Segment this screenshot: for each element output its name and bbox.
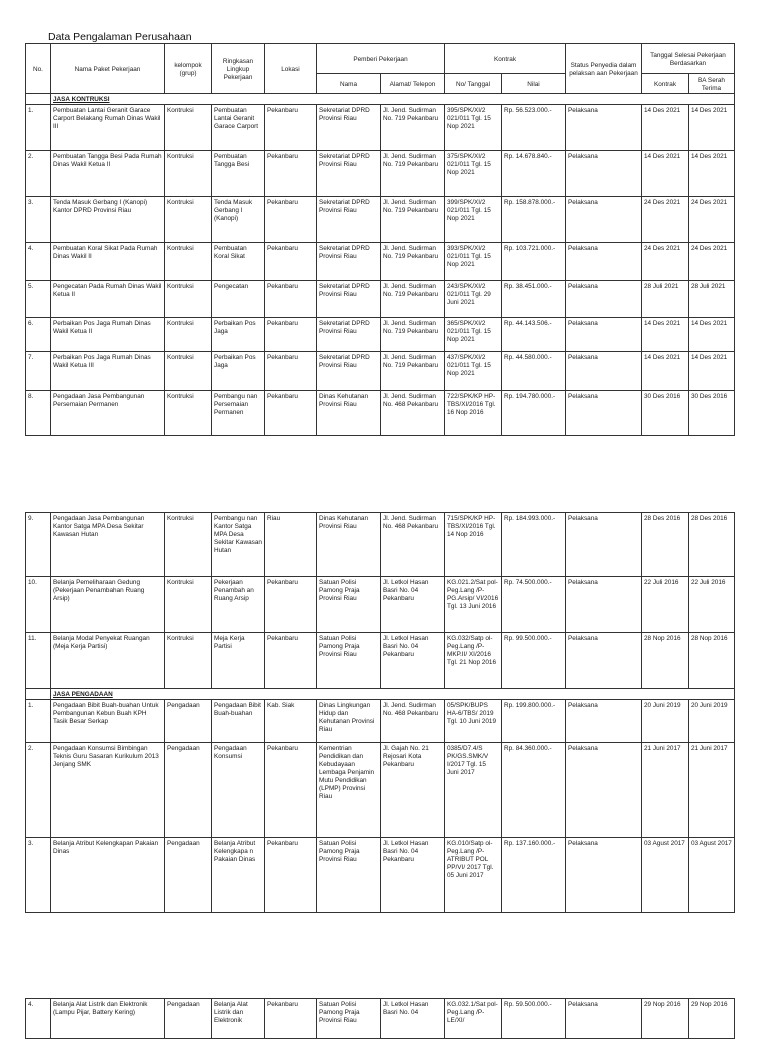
- cell-tanggal-kontrak: 14 Des 2021: [642, 318, 689, 352]
- cell-lokasi: Pekanbaru: [265, 318, 317, 352]
- cell-tanggal-kontrak: 28 Nop 2016: [642, 633, 689, 689]
- cell-pemberi-nama: Sekretariat DPRD Provinsi Riau: [317, 318, 381, 352]
- experience-table-page-3: [25, 998, 735, 1039]
- cell-nilai: Rp. 194.780.000.-: [502, 391, 566, 436]
- cell-kontrak-no: 437/SPK/XI/2 021/011 Tgl. 15 Nop 2021: [445, 352, 502, 391]
- cell-pemberi-alamat: Jl. Letkol Hasan Basri No. 04: [381, 999, 445, 1039]
- table-row: [26, 352, 735, 391]
- cell-pemberi-alamat: Jl. Jend. Sudirman No. 468 Pekanbaru: [381, 700, 445, 743]
- header-kelompok: kelompok (grup): [165, 44, 212, 94]
- header-pemberi: Pemberi Pekerjaan: [317, 44, 445, 74]
- cell-tanggal-kontrak: 22 Juli 2016: [642, 577, 689, 633]
- cell-tanggal-kontrak: 24 Des 2021: [642, 197, 689, 243]
- cell-tanggal-ba: 14 Des 2021: [689, 318, 735, 352]
- cell-pemberi-alamat: Jl. Gajah No. 21 Rejosari Kota Pekanbaru: [381, 743, 445, 838]
- cell-nilai: Rp. 137.160.000.-: [502, 838, 566, 913]
- cell-pemberi-alamat: Jl. Jend. Sudirman No. 719 Pekanbaru: [381, 197, 445, 243]
- cell-kontrak-no: 393/SPK/XI/2 021/011 Tgl. 15 Nop 2021: [445, 243, 502, 281]
- table-row: [26, 243, 735, 281]
- cell-kontrak-no: 0385/D7.4/S PK/GS.SMK/V I/2017 Tgl. 15 Juni 2017: [445, 743, 502, 838]
- table-row: [26, 281, 735, 318]
- cell-pemberi-nama: Sekretariat DPRD Provinsi Riau: [317, 105, 381, 151]
- cell-lokasi: Pekanbaru: [265, 999, 317, 1039]
- header-nama-paket: Nama Paket Pekerjaan: [51, 44, 165, 94]
- table-row: [26, 999, 735, 1039]
- cell-nama-paket: Tenda Masuk Gerbang I (Kanopi) Kantor DPRD Provinsi Riau: [51, 197, 165, 243]
- cell-kontrak-no: 395/SPK/XI/2 021/011 Tgl. 15 Nop 2021: [445, 105, 502, 151]
- cell-ringkasan: Pembangu nan Kantor Satga MPA Desa Sekitar Kawasan Hutan: [212, 513, 265, 577]
- cell-pemberi-nama: Sekretariat DPRD Provinsi Riau: [317, 197, 381, 243]
- cell-tanggal-kontrak: 14 Des 2021: [642, 151, 689, 197]
- cell-no: 3.: [26, 838, 51, 913]
- cell-status: Pelaksana: [566, 633, 642, 689]
- cell-pemberi-alamat: Jl. Jend. Sudirman No. 719 Pekanbaru: [381, 151, 445, 197]
- cell-kelompok: Kontruksi: [165, 318, 212, 352]
- cell-no: 10.: [26, 577, 51, 633]
- cell-pemberi-alamat: Jl. Letkol Hasan Basri No. 04 Pekanbaru: [381, 633, 445, 689]
- cell-kelompok: Kontruksi: [165, 197, 212, 243]
- cell-nilai: Rp. 184.993.000.-: [502, 513, 566, 577]
- cell-lokasi: Riau: [265, 513, 317, 577]
- cell-status: Pelaksana: [566, 352, 642, 391]
- cell-nilai: Rp. 38.451.000.-: [502, 281, 566, 318]
- cell-nilai: Rp. 59.500.000.-: [502, 999, 566, 1039]
- cell-kontrak-no: 365/SPK/XI/2 021/011 Tgl. 15 Nop 2021: [445, 318, 502, 352]
- cell-nama-paket: Pengadaan Jasa Pembangunan Kantor Satga MPA Desa Sekitar Kawasan Hutan: [51, 513, 165, 577]
- header-no: No.: [26, 44, 51, 94]
- cell-ringkasan: Pembuatan Tangga Besi: [212, 151, 265, 197]
- table-row: [26, 391, 735, 436]
- cell-kelompok: Kontruksi: [165, 281, 212, 318]
- header-kontrak-nilai: Nilai: [502, 74, 566, 94]
- cell-pemberi-nama: Satuan Polisi Pamong Praja Provinsi Riau: [317, 838, 381, 913]
- cell-no: 1.: [26, 700, 51, 743]
- cell-tanggal-ba: 14 Des 2021: [689, 352, 735, 391]
- cell-kontrak-no: KG.032/Satp ol-Peg.Lang /P-MKP.II/ XI/2016 Tgl. 21 Nop 2016: [445, 633, 502, 689]
- cell-status: Pelaksana: [566, 577, 642, 633]
- cell-pemberi-nama: Dinas Kehutanan Provinsi Riau: [317, 513, 381, 577]
- cell-ringkasan: Belanja Atribut Kelengkapa n Pakaian Dinas: [212, 838, 265, 913]
- cell-no: 5.: [26, 281, 51, 318]
- header-kontrak: Kontrak: [445, 44, 566, 74]
- cell-ringkasan: Tenda Masuk Gerbang I (Kanopi): [212, 197, 265, 243]
- cell-status: Pelaksana: [566, 281, 642, 318]
- cell-tanggal-kontrak: 28 Juli 2021: [642, 281, 689, 318]
- cell-kontrak-no: 05/SPK/BUPS HA-6/TBS/ 2019 Tgl. 10 Juni 2019: [445, 700, 502, 743]
- cell-kontrak-no: 375/SPK/XI/2 021/011 Tgl. 15 Nop 2021: [445, 151, 502, 197]
- section-heading: JASA PENGADAAN: [51, 689, 735, 700]
- cell-nilai: Rp. 199.800.000.-: [502, 700, 566, 743]
- cell-pemberi-alamat: Jl. Jend. Sudirman No. 468 Pekanbaru: [381, 391, 445, 436]
- table-row: [26, 151, 735, 197]
- cell-pemberi-alamat: Jl. Jend. Sudirman No. 719 Pekanbaru: [381, 243, 445, 281]
- cell-tanggal-kontrak: 30 Des 2016: [642, 391, 689, 436]
- cell-tanggal-ba: 24 Des 2021: [689, 197, 735, 243]
- cell-nilai: Rp. 56.523.000.-: [502, 105, 566, 151]
- cell-status: Pelaksana: [566, 513, 642, 577]
- cell-lokasi: Pekanbaru: [265, 352, 317, 391]
- cell-ringkasan: Pekerjaan Penambah an Ruang Arsip: [212, 577, 265, 633]
- cell-ringkasan: Perbaikan Pos Jaga: [212, 352, 265, 391]
- table-row: [26, 577, 735, 633]
- cell-nama-paket: Pengadaan Bibit Buah-buahan Untuk Pembangunan Kebun Buah KPH Tasik Besar Serkap: [51, 700, 165, 743]
- cell-tanggal-ba: 14 Des 2021: [689, 105, 735, 151]
- header-pemberi-alamat: Alamat/ Telepon: [381, 74, 445, 94]
- cell-pemberi-alamat: Jl. Letkol Hasan Basri No. 04 Pekanbaru: [381, 577, 445, 633]
- cell-pemberi-nama: Kementrian Pendidikan dan Kebudayaan Lembaga Penjamin Mutu Pendidikan (LPMP) Provinsi Riau: [317, 743, 381, 838]
- cell-nama-paket: Pembuatan Koral Sikat Pada Rumah Dinas Wakil II: [51, 243, 165, 281]
- cell-kelompok: Kontruksi: [165, 391, 212, 436]
- cell-tanggal-ba: 03 Agust 2017: [689, 838, 735, 913]
- cell-kelompok: Kontruksi: [165, 151, 212, 197]
- cell-ringkasan: Pembangu nan Persemaian Permanen: [212, 391, 265, 436]
- header-tanggal-kontrak: Kontrak: [642, 74, 689, 94]
- cell-lokasi: Pekanbaru: [265, 151, 317, 197]
- cell-no: 7.: [26, 352, 51, 391]
- cell-kontrak-no: KG.010/Satp ol-Peg.Lang /P-ATRIBUT POL PP/VI/ 2017 Tgl. 05 Juni 2017: [445, 838, 502, 913]
- cell-pemberi-alamat: Jl. Letkol Hasan Basri No. 04 Pekanbaru: [381, 838, 445, 913]
- cell-tanggal-kontrak: 24 Des 2021: [642, 243, 689, 281]
- cell-status: Pelaksana: [566, 700, 642, 743]
- cell-tanggal-ba: 28 Des 2016: [689, 513, 735, 577]
- cell-kelompok: Kontruksi: [165, 105, 212, 151]
- cell-nama-paket: Belanja Alat Listrik dan Elektronik (Lampu Pijar, Battery Kering): [51, 999, 165, 1039]
- cell-ringkasan: Pembuatan Koral Sikat: [212, 243, 265, 281]
- header-ringkasan: Ringkasan Lingkup Pekerjaan: [212, 44, 265, 94]
- table-row: [26, 633, 735, 689]
- cell-kelompok: Pengadaan: [165, 700, 212, 743]
- header-pemberi-nama: Nama: [317, 74, 381, 94]
- header-tanggal: Tanggal Selesai Pekerjaan Berdasarkan: [642, 44, 735, 74]
- cell-pemberi-nama: Sekretariat DPRD Provinsi Riau: [317, 243, 381, 281]
- cell-ringkasan: Pengecatan: [212, 281, 265, 318]
- header-tanggal-ba: BA Serah Terima: [689, 74, 735, 94]
- cell-no: 2.: [26, 743, 51, 838]
- cell-ringkasan: Belanja Alat Listrik dan Elektronik: [212, 999, 265, 1039]
- cell-lokasi: Pekanbaru: [265, 577, 317, 633]
- cell-nilai: Rp. 103.721.000.-: [502, 243, 566, 281]
- cell-kontrak-no: 399/SPK/XI/2 021/011 Tgl. 15 Nop 2021: [445, 197, 502, 243]
- cell-nama-paket: Belanja Pemeliharaan Gedung (Pekerjaan Penambahan Ruang Arsip): [51, 577, 165, 633]
- cell-kelompok: Kontruksi: [165, 577, 212, 633]
- cell-no: 3.: [26, 197, 51, 243]
- cell-kontrak-no: KG.021.2/Sat pol-Peg.Lang /P-PG.Arsip/ VI/2016 Tgl. 13 Juni 2016: [445, 577, 502, 633]
- cell-nilai: Rp. 74.500.000.-: [502, 577, 566, 633]
- cell-pemberi-alamat: Jl. Jend. Sudirman No. 719 Pekanbaru: [381, 318, 445, 352]
- cell-lokasi: Kab. Siak: [265, 700, 317, 743]
- cell-status: Pelaksana: [566, 151, 642, 197]
- cell-pemberi-nama: Sekretariat DPRD Provinsi Riau: [317, 352, 381, 391]
- cell-nama-paket: Pengadaan Jasa Pembangunan Persemaian Permanen: [51, 391, 165, 436]
- cell-lokasi: Pekanbaru: [265, 838, 317, 913]
- cell-nama-paket: Pembuatan Tangga Besi Pada Rumah Dinas Wakil Ketua II: [51, 151, 165, 197]
- cell-ringkasan: Pengadaan Konsumsi: [212, 743, 265, 838]
- cell-nilai: Rp. 99.500.000.-: [502, 633, 566, 689]
- cell-no: 4.: [26, 999, 51, 1039]
- cell-status: Pelaksana: [566, 838, 642, 913]
- cell-ringkasan: Meja Kerja Partisi: [212, 633, 265, 689]
- cell-lokasi: Pekanbaru: [265, 197, 317, 243]
- table-row: [26, 318, 735, 352]
- table-row: [26, 743, 735, 838]
- cell-status: Pelaksana: [566, 391, 642, 436]
- cell-nilai: Rp. 14.678.840.-: [502, 151, 566, 197]
- cell-tanggal-kontrak: 29 Nop 2016: [642, 999, 689, 1039]
- cell-no: 6.: [26, 318, 51, 352]
- cell-no: 1.: [26, 105, 51, 151]
- cell-status: Pelaksana: [566, 999, 642, 1039]
- cell-kelompok: Pengadaan: [165, 838, 212, 913]
- cell-pemberi-nama: Satuan Polisi Pamong Praja Provinsi Riau: [317, 633, 381, 689]
- cell-tanggal-kontrak: 21 Juni 2017: [642, 743, 689, 838]
- cell-tanggal-ba: 29 Nop 2016: [689, 999, 735, 1039]
- cell-nama-paket: Perbaikan Pos Jaga Rumah Dinas Wakil Ketua III: [51, 352, 165, 391]
- cell-status: Pelaksana: [566, 243, 642, 281]
- cell-no: 2.: [26, 151, 51, 197]
- cell-pemberi-nama: Sekretariat DPRD Provinsi Riau: [317, 281, 381, 318]
- cell-tanggal-kontrak: 03 Agust 2017: [642, 838, 689, 913]
- cell-pemberi-alamat: Jl. Jend. Sudirman No. 719 Pekanbaru: [381, 105, 445, 151]
- cell-kontrak-no: 243/SPK/XI/2 021/011 Tgl. 29 Juni 2021: [445, 281, 502, 318]
- cell-kelompok: Kontruksi: [165, 243, 212, 281]
- cell-tanggal-kontrak: 14 Des 2021: [642, 105, 689, 151]
- cell-tanggal-ba: 30 Des 2016: [689, 391, 735, 436]
- cell-tanggal-ba: 28 Juli 2021: [689, 281, 735, 318]
- cell-kelompok: Pengadaan: [165, 743, 212, 838]
- cell-tanggal-ba: 28 Nop 2016: [689, 633, 735, 689]
- cell-ringkasan: Pengadaan Bibit Buah-buahan: [212, 700, 265, 743]
- header-lokasi: Lokasi: [265, 44, 317, 94]
- cell-tanggal-ba: 21 Juni 2017: [689, 743, 735, 838]
- table-row: [26, 700, 735, 743]
- table-row: [26, 105, 735, 151]
- header-kontrak-no: No/ Tanggal: [445, 74, 502, 94]
- cell-ringkasan: Pembuatan Lantai Geranit Garace Carport: [212, 105, 265, 151]
- cell-nama-paket: Belanja Atribut Kelengkapan Pakaian Dinas: [51, 838, 165, 913]
- cell-no: 8.: [26, 391, 51, 436]
- page-title: Data Pengalaman Perusahaan: [48, 31, 192, 43]
- cell-lokasi: Pekanbaru: [265, 633, 317, 689]
- cell-lokasi: Pekanbaru: [265, 743, 317, 838]
- cell-nilai: Rp. 84.360.000.-: [502, 743, 566, 838]
- cell-nilai: Rp. 158.878.000.-: [502, 197, 566, 243]
- cell-tanggal-kontrak: 20 Juni 2019: [642, 700, 689, 743]
- cell-nama-paket: Perbaikan Pos Jaga Rumah Dinas Wakil Ketua II: [51, 318, 165, 352]
- cell-lokasi: Pekanbaru: [265, 391, 317, 436]
- cell-tanggal-ba: 24 Des 2021: [689, 243, 735, 281]
- section-heading: JASA KONTRUKSI: [51, 94, 735, 105]
- cell-kontrak-no: KG.032.1/Sat pol-Peg.Lang /P-LE/XI/: [445, 999, 502, 1039]
- cell-lokasi: Pekanbaru: [265, 281, 317, 318]
- cell-pemberi-alamat: Jl. Jend. Sudirman No. 719 Pekanbaru: [381, 352, 445, 391]
- cell-pemberi-nama: Satuan Polisi Pamong Praja Provinsi Riau: [317, 577, 381, 633]
- cell-ringkasan: Perbaikan Pos Jaga: [212, 318, 265, 352]
- cell-tanggal-ba: 22 Juli 2016: [689, 577, 735, 633]
- cell-pemberi-nama: Dinas Kehutanan Provinsi Riau: [317, 391, 381, 436]
- cell-nama-paket: Belanja Modal Penyekat Ruangan (Meja Kerja Partisi): [51, 633, 165, 689]
- cell-no: 11.: [26, 633, 51, 689]
- cell-nama-paket: Pembuatan Lantai Geranit Garace Carport Belakang Rumah Dinas Wakil III: [51, 105, 165, 151]
- cell-kelompok: Kontruksi: [165, 352, 212, 391]
- cell-status: Pelaksana: [566, 318, 642, 352]
- cell-no: 4.: [26, 243, 51, 281]
- cell-pemberi-alamat: Jl. Jend. Sudirman No. 468 Pekanbaru: [381, 513, 445, 577]
- cell-kontrak-no: 715/SPK/KP HP-TBS/XI/2016 Tgl. 14 Nop 2016: [445, 513, 502, 577]
- cell-kontrak-no: 722/SPK/KP HP-TBS/XI/2016 Tgl. 16 Nop 2016: [445, 391, 502, 436]
- cell-tanggal-kontrak: 28 Des 2016: [642, 513, 689, 577]
- cell-pemberi-alamat: Jl. Jend. Sudirman No. 719 Pekanbaru: [381, 281, 445, 318]
- cell-nama-paket: Pengadaan Konsumsi Bimbingan Teknis Guru Sasaran Kurikulum 2013 Jenjang SMK: [51, 743, 165, 838]
- cell-kelompok: Kontruksi: [165, 633, 212, 689]
- cell-lokasi: Pekanbaru: [265, 243, 317, 281]
- table-row: [26, 197, 735, 243]
- cell-nilai: Rp. 44.580.000.-: [502, 352, 566, 391]
- header-status: Status Penyedia dalam pelaksan aan Pekerjaan: [566, 44, 642, 94]
- cell-kelompok: Kontruksi: [165, 513, 212, 577]
- cell-tanggal-ba: 14 Des 2021: [689, 151, 735, 197]
- cell-tanggal-kontrak: 14 Des 2021: [642, 352, 689, 391]
- experience-table-page-2: [25, 512, 735, 913]
- cell-kelompok: Pengadaan: [165, 999, 212, 1039]
- cell-tanggal-ba: 20 Juni 2019: [689, 700, 735, 743]
- cell-status: Pelaksana: [566, 197, 642, 243]
- cell-status: Pelaksana: [566, 105, 642, 151]
- cell-pemberi-nama: Dinas Lingkungan Hidup dan Kehutanan Provinsi Riau: [317, 700, 381, 743]
- experience-table-page-1: [25, 43, 735, 436]
- cell-status: Pelaksana: [566, 743, 642, 838]
- cell-pemberi-nama: Sekretariat DPRD Provinsi Riau: [317, 151, 381, 197]
- table-row: [26, 513, 735, 577]
- cell-nilai: Rp. 44.143.506.-: [502, 318, 566, 352]
- cell-no: 9.: [26, 513, 51, 577]
- cell-pemberi-nama: Satuan Polisi Pamong Praja Provinsi Riau: [317, 999, 381, 1039]
- table-row: [26, 838, 735, 913]
- cell-lokasi: Pekanbaru: [265, 105, 317, 151]
- cell-nama-paket: Pengecatan Pada Rumah Dinas Wakil Ketua II: [51, 281, 165, 318]
